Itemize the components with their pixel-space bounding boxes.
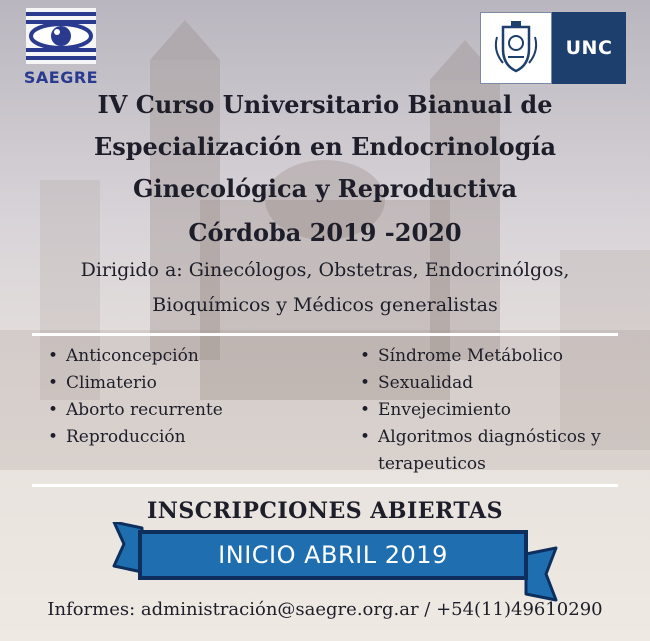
title-line-2: Especialización en Endocrinología [93, 132, 557, 161]
topic-label: Envejecimiento [378, 400, 511, 420]
start-date-label: INICIO ABRIL 2019 [218, 541, 448, 569]
topic-label: Aborto recurrente [66, 400, 223, 420]
topic-item [48, 397, 223, 424]
bullet-icon: • [360, 373, 371, 393]
topic-item [48, 424, 223, 451]
bullet-icon: • [360, 346, 371, 366]
topic-label: Reproducción [66, 427, 186, 447]
title-line-4: Córdoba 2019 -2020 [188, 218, 462, 247]
bullet-icon: • [360, 400, 371, 420]
saegre-logo [22, 8, 100, 88]
topic-item [48, 370, 223, 397]
topic-label: Sexualidad [378, 373, 474, 393]
divider-top [32, 333, 618, 336]
divider-bottom [32, 484, 618, 487]
topics-left-list [48, 343, 223, 451]
unc-emblem [480, 12, 552, 84]
saegre-eye-icon [22, 8, 100, 68]
title-line-3: Ginecológica y Reproductiva [133, 174, 517, 203]
topic-label: Climaterio [66, 373, 157, 393]
topic-label: Algoritmos diagnósticos y terapeuticos [378, 427, 601, 474]
topic-item [48, 343, 223, 370]
bullet-icon: • [48, 400, 59, 420]
bullet-icon: • [48, 427, 59, 447]
saegre-logo-text: SAEGRE [23, 68, 99, 87]
title-line-1: IV Curso Universitario Bianual de [97, 90, 553, 119]
audience-line-1: Dirigido a: Ginecólogos, Obstetras, Endocrinólgos, [80, 259, 570, 281]
audience-line-2: Bioquímicos y Médicos generalistas [152, 294, 498, 316]
topics-right-list [360, 343, 642, 478]
bullet-icon: • [48, 373, 59, 393]
unc-shield-icon [481, 13, 551, 83]
unc-logo [480, 12, 626, 84]
bullet-icon: • [48, 346, 59, 366]
topic-label: Anticoncepción [66, 346, 199, 366]
registration-heading: INSCRIPCIONES ABIERTAS [146, 498, 504, 524]
topic-label: Síndrome Metábolico [378, 346, 564, 366]
topic-item [360, 343, 642, 370]
contact-info: Informes: administración@saegre.org.ar / +54(11)49610290 [47, 599, 603, 620]
topic-item [360, 397, 642, 424]
topic-item [360, 424, 642, 478]
bullet-icon: • [360, 427, 371, 447]
topic-item [360, 370, 642, 397]
unc-logo-text: UNC [552, 12, 626, 84]
